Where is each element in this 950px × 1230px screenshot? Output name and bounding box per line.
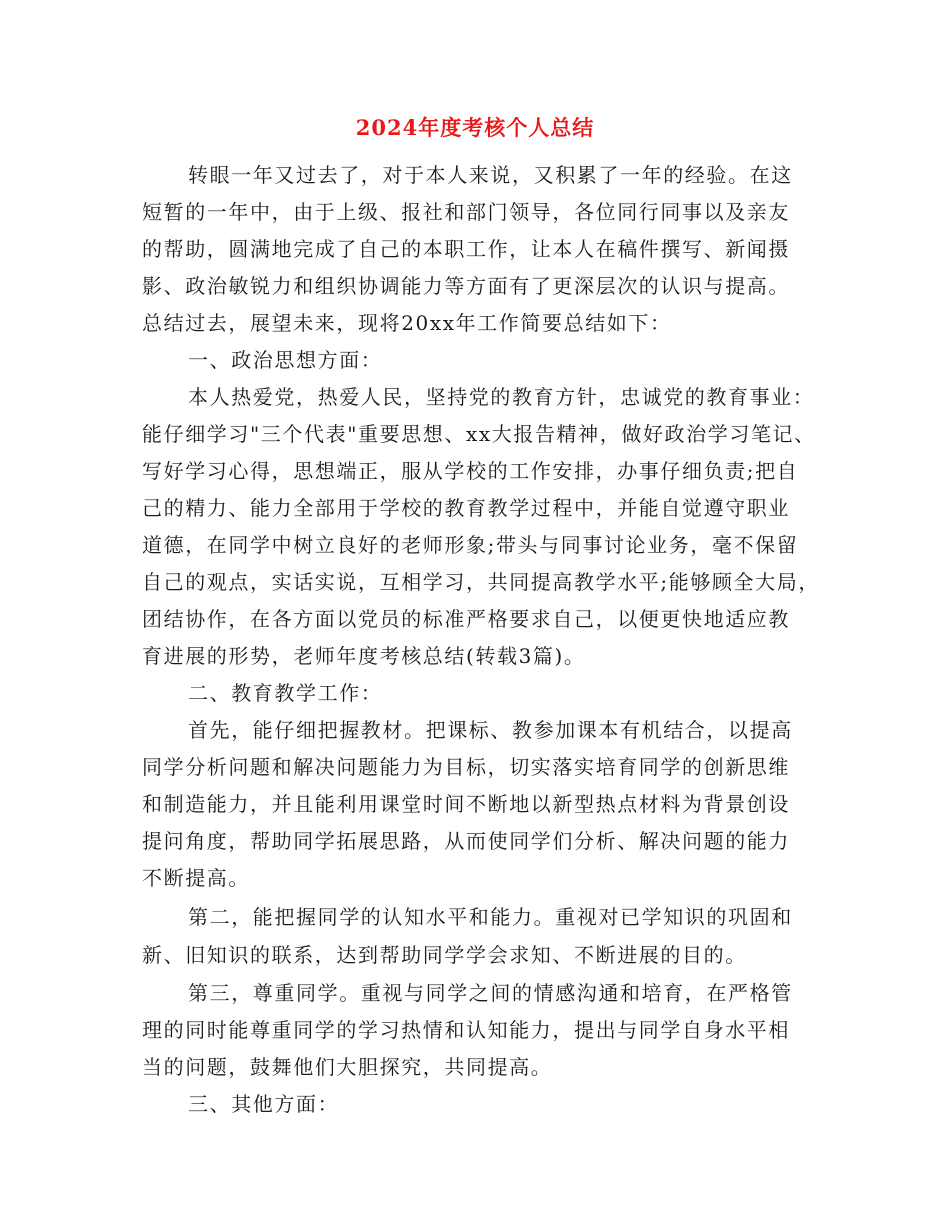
paragraph-line: 短暂的一年中，由于上级、报社和部门领导，各位同行同事以及亲友 — [142, 200, 790, 224]
section-heading: 三、其他方面： — [188, 1092, 340, 1116]
paragraph-line: 的帮助，圆满地完成了自己的本职工作，让本人在稿件撰写、新闻摄 — [142, 237, 790, 261]
paragraph-line: 总结过去，展望未来，现将20xx年工作简要总结如下： — [142, 311, 672, 335]
paragraph-line: 首先，能仔细把握教材。把课标、教参加课本有机结合，以提高 — [188, 718, 793, 742]
paragraph-line: 团结协作，在各方面以党员的标准严格要求自己，以便更快地适应教 — [142, 607, 790, 631]
paragraph-line: 第三，尊重同学。重视与同学之间的情感沟通和培育，在严格管 — [188, 981, 793, 1005]
paragraph-line: 本人热爱党，热爱人民，坚持党的教育方针，忠诚党的教育事业： — [188, 385, 815, 409]
paragraph-line: 道德，在同学中树立良好的老师形象;带头与同事讨论业务，毫不保留 — [142, 533, 799, 557]
paragraph-line: 自己的观点，实话实说，互相学习，共同提高教学水平;能够顾全大局， — [142, 570, 820, 594]
paragraph-line: 第二，能把握同学的认知水平和能力。重视对已学知识的巩固和 — [188, 905, 793, 929]
paragraph-line: 同学分析问题和解决问题能力为目标，切实落实培育同学的创新思维 — [142, 755, 790, 779]
paragraph-line: 新、旧知识的联系，达到帮助同学学会求知、不断进展的目的。 — [142, 943, 747, 967]
paragraph-line: 能仔细学习"三个代表"重要思想、xx大报告精神，做好政治学习笔记、 — [142, 422, 816, 446]
paragraph-line: 当的问题，鼓舞他们大胆探究，共同提高。 — [142, 1055, 553, 1079]
paragraph-line: 提问角度，帮助同学拓展思路，从而使同学们分析、解决问题的能力 — [142, 829, 790, 853]
paragraph-line: 转眼一年又过去了，对于本人来说，又积累了一年的经验。在这 — [188, 163, 793, 187]
section-heading: 二、教育教学工作： — [188, 681, 383, 705]
paragraph-line: 己的精力、能力全部用于学校的教育教学过程中，并能自觉遵守职业 — [142, 496, 790, 520]
section-heading: 一、政治思想方面： — [188, 348, 383, 372]
paragraph-line: 育进展的形势，老师年度考核总结(转载3篇)。 — [142, 644, 586, 668]
document-title: 2024年度考核个人总结 — [355, 115, 595, 140]
paragraph-line: 影、政治敏锐力和组织协调能力等方面有了更深层次的认识与提高。 — [142, 274, 790, 298]
paragraph-line: 理的同时能尊重同学的学习热情和认知能力，提出与同学自身水平相 — [142, 1018, 790, 1042]
paragraph-line: 和制造能力，并且能利用课堂时间不断地以新型热点材料为背景创设 — [142, 792, 790, 816]
paragraph-line: 写好学习心得，思想端正，服从学校的工作安排，办事仔细负责;把自 — [142, 459, 799, 483]
paragraph-line: 不断提高。 — [142, 866, 250, 890]
